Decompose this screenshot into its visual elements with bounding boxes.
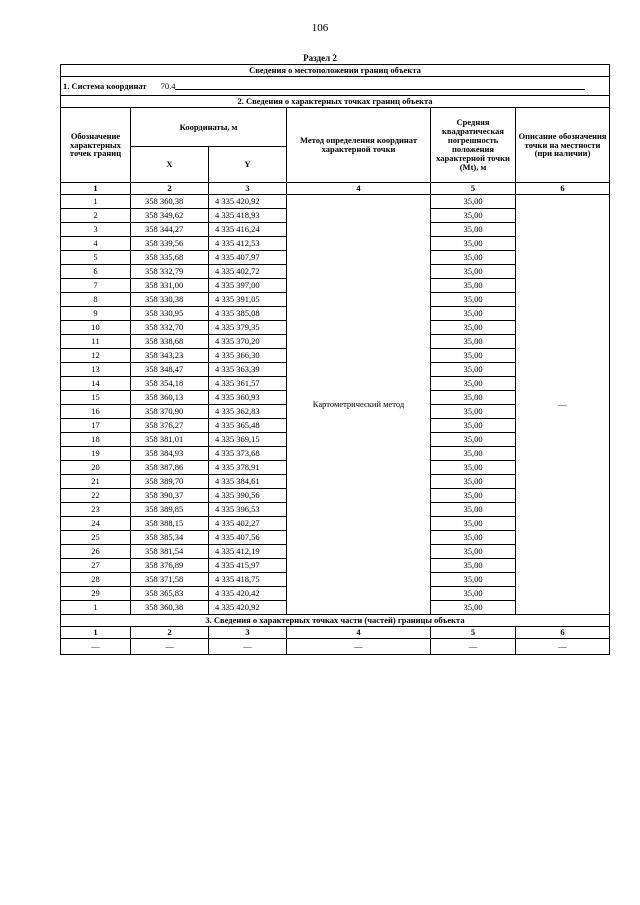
column-numbers-row [61, 627, 610, 639]
point-number: 6 [61, 265, 131, 279]
coord-system-underline [175, 89, 585, 90]
point-error: 35,00 [431, 251, 516, 265]
point-error: 35,00 [431, 559, 516, 573]
section-title: Раздел 2 [303, 53, 337, 63]
subsection3-title: 3. Сведения о характерных точках части (частей) границы объекта [61, 615, 610, 627]
point-x: 358 381,01 [131, 433, 209, 447]
point-number: 21 [61, 475, 131, 489]
header-designation: Обозначение характерных точек границ [61, 108, 131, 183]
point-error: 35,00 [431, 209, 516, 223]
point-y: 4 335 412,19 [209, 545, 287, 559]
point-error: 35,00 [431, 279, 516, 293]
point-error: 35,00 [431, 503, 516, 517]
point-y: 4 335 365,48 [209, 419, 287, 433]
header-error: Средняя квадратическая погрешность положения характерной точки (Mt), м [431, 108, 516, 183]
coord-system-value: 70.4 [160, 80, 176, 91]
point-number: 29 [61, 587, 131, 601]
column-number: 1 [61, 183, 131, 195]
boundary-table [60, 64, 610, 655]
point-number: 26 [61, 545, 131, 559]
section3-cell: — [516, 639, 610, 655]
table-row [61, 195, 610, 209]
point-number: 1 [61, 601, 131, 615]
point-x: 358 354,18 [131, 377, 209, 391]
point-error: 35,00 [431, 447, 516, 461]
point-error: 35,00 [431, 223, 516, 237]
point-error: 35,00 [431, 293, 516, 307]
point-error: 35,00 [431, 419, 516, 433]
section3-cell: — [287, 639, 431, 655]
point-x: 358 349,62 [131, 209, 209, 223]
point-number: 19 [61, 447, 131, 461]
point-error: 35,00 [431, 573, 516, 587]
point-y: 4 335 361,57 [209, 377, 287, 391]
column-numbers-row [61, 183, 610, 195]
point-y: 4 335 379,35 [209, 321, 287, 335]
point-y: 4 335 418,75 [209, 573, 287, 587]
point-x: 358 371,58 [131, 573, 209, 587]
point-x: 358 384,93 [131, 447, 209, 461]
point-error: 35,00 [431, 433, 516, 447]
point-error: 35,00 [431, 489, 516, 503]
header-description: Описание обозначения точки на местности (при наличии) [516, 108, 610, 183]
point-y: 4 335 415,97 [209, 559, 287, 573]
point-error: 35,00 [431, 587, 516, 601]
point-x: 358 332,70 [131, 321, 209, 335]
description-value: — [516, 195, 610, 615]
point-x: 358 339,56 [131, 237, 209, 251]
point-number: 22 [61, 489, 131, 503]
point-error: 35,00 [431, 335, 516, 349]
section3-cell: — [61, 639, 131, 655]
point-y: 4 335 384,61 [209, 475, 287, 489]
point-x: 358 381,54 [131, 545, 209, 559]
point-error: 35,00 [431, 377, 516, 391]
point-y: 4 335 373,68 [209, 447, 287, 461]
point-y: 4 335 360,93 [209, 391, 287, 405]
point-x: 358 370,90 [131, 405, 209, 419]
point-number: 12 [61, 349, 131, 363]
point-error: 35,00 [431, 405, 516, 419]
point-y: 4 335 362,83 [209, 405, 287, 419]
point-x: 358 330,95 [131, 307, 209, 321]
point-y: 4 335 370,20 [209, 335, 287, 349]
coord-system-label: 1. Система координат [63, 80, 147, 91]
point-error: 35,00 [431, 321, 516, 335]
section3-cell: — [431, 639, 516, 655]
column-number: 2 [131, 627, 209, 639]
point-x: 358 360,38 [131, 195, 209, 209]
point-number: 15 [61, 391, 131, 405]
point-x: 358 330,38 [131, 293, 209, 307]
point-error: 35,00 [431, 475, 516, 489]
column-number: 4 [287, 183, 431, 195]
header-coordinates: Координаты, м [131, 108, 287, 147]
point-y: 4 335 378,91 [209, 461, 287, 475]
point-x: 358 365,83 [131, 587, 209, 601]
point-y: 4 335 363,39 [209, 363, 287, 377]
column-number: 6 [516, 183, 610, 195]
column-number: 5 [431, 183, 516, 195]
point-error: 35,00 [431, 363, 516, 377]
point-number: 27 [61, 559, 131, 573]
point-number: 16 [61, 405, 131, 419]
point-x: 358 360,13 [131, 391, 209, 405]
subsection2-title: 2. Сведения о характерных точках границ объекта [61, 96, 610, 108]
point-y: 4 335 366,30 [209, 349, 287, 363]
header-y: Y [209, 147, 287, 183]
point-y: 4 335 369,15 [209, 433, 287, 447]
column-number: 3 [209, 183, 287, 195]
point-y: 4 335 420,92 [209, 195, 287, 209]
point-x: 358 344,27 [131, 223, 209, 237]
point-error: 35,00 [431, 531, 516, 545]
column-number: 3 [209, 627, 287, 639]
point-y: 4 335 412,53 [209, 237, 287, 251]
section3-cell: — [209, 639, 287, 655]
point-error: 35,00 [431, 307, 516, 321]
point-x: 358 338,68 [131, 335, 209, 349]
point-number: 11 [61, 335, 131, 349]
point-y: 4 335 402,27 [209, 517, 287, 531]
point-x: 358 376,27 [131, 419, 209, 433]
point-number: 1 [61, 195, 131, 209]
point-error: 35,00 [431, 461, 516, 475]
point-y: 4 335 396,53 [209, 503, 287, 517]
point-number: 8 [61, 293, 131, 307]
point-y: 4 335 418,93 [209, 209, 287, 223]
point-y: 4 335 420,92 [209, 601, 287, 615]
point-error: 35,00 [431, 265, 516, 279]
point-x: 358 331,00 [131, 279, 209, 293]
point-x: 358 385,34 [131, 531, 209, 545]
point-error: 35,00 [431, 517, 516, 531]
column-number: 5 [431, 627, 516, 639]
header-x: X [131, 147, 209, 183]
coord-system-row [61, 77, 610, 96]
point-number: 10 [61, 321, 131, 335]
column-number: 2 [131, 183, 209, 195]
point-y: 4 335 397,00 [209, 279, 287, 293]
section3-cell: — [131, 639, 209, 655]
point-number: 5 [61, 251, 131, 265]
column-number: 6 [516, 627, 610, 639]
point-number: 28 [61, 573, 131, 587]
point-number: 3 [61, 223, 131, 237]
header-method: Метод определения координат характерной точки [287, 108, 431, 183]
point-number: 13 [61, 363, 131, 377]
point-number: 17 [61, 419, 131, 433]
column-number: 1 [61, 627, 131, 639]
method-value: Картометрический метод [287, 195, 431, 615]
point-x: 358 360,38 [131, 601, 209, 615]
point-x: 358 390,37 [131, 489, 209, 503]
point-y: 4 335 416,24 [209, 223, 287, 237]
point-number: 7 [61, 279, 131, 293]
point-error: 35,00 [431, 349, 516, 363]
table-title: Сведения о местоположении границ объекта [61, 65, 610, 77]
point-y: 4 335 385,08 [209, 307, 287, 321]
point-x: 358 335,68 [131, 251, 209, 265]
page-number: 106 [311, 22, 329, 34]
point-error: 35,00 [431, 601, 516, 615]
point-x: 358 343,23 [131, 349, 209, 363]
point-number: 4 [61, 237, 131, 251]
point-number: 25 [61, 531, 131, 545]
point-y: 4 335 390,56 [209, 489, 287, 503]
point-y: 4 335 407,56 [209, 531, 287, 545]
point-number: 9 [61, 307, 131, 321]
point-error: 35,00 [431, 545, 516, 559]
point-x: 358 348,47 [131, 363, 209, 377]
point-error: 35,00 [431, 237, 516, 251]
point-error: 35,00 [431, 195, 516, 209]
point-number: 14 [61, 377, 131, 391]
point-x: 358 388,15 [131, 517, 209, 531]
point-y: 4 335 402,72 [209, 265, 287, 279]
point-number: 23 [61, 503, 131, 517]
column-number: 4 [287, 627, 431, 639]
point-number: 18 [61, 433, 131, 447]
point-number: 20 [61, 461, 131, 475]
point-error: 35,00 [431, 391, 516, 405]
point-number: 24 [61, 517, 131, 531]
point-x: 358 389,85 [131, 503, 209, 517]
point-x: 358 389,70 [131, 475, 209, 489]
point-y: 4 335 391,05 [209, 293, 287, 307]
section3-row [61, 639, 610, 655]
point-y: 4 335 407,97 [209, 251, 287, 265]
point-x: 358 376,89 [131, 559, 209, 573]
point-number: 2 [61, 209, 131, 223]
point-y: 4 335 420,42 [209, 587, 287, 601]
point-x: 358 332,79 [131, 265, 209, 279]
point-x: 358 387,86 [131, 461, 209, 475]
